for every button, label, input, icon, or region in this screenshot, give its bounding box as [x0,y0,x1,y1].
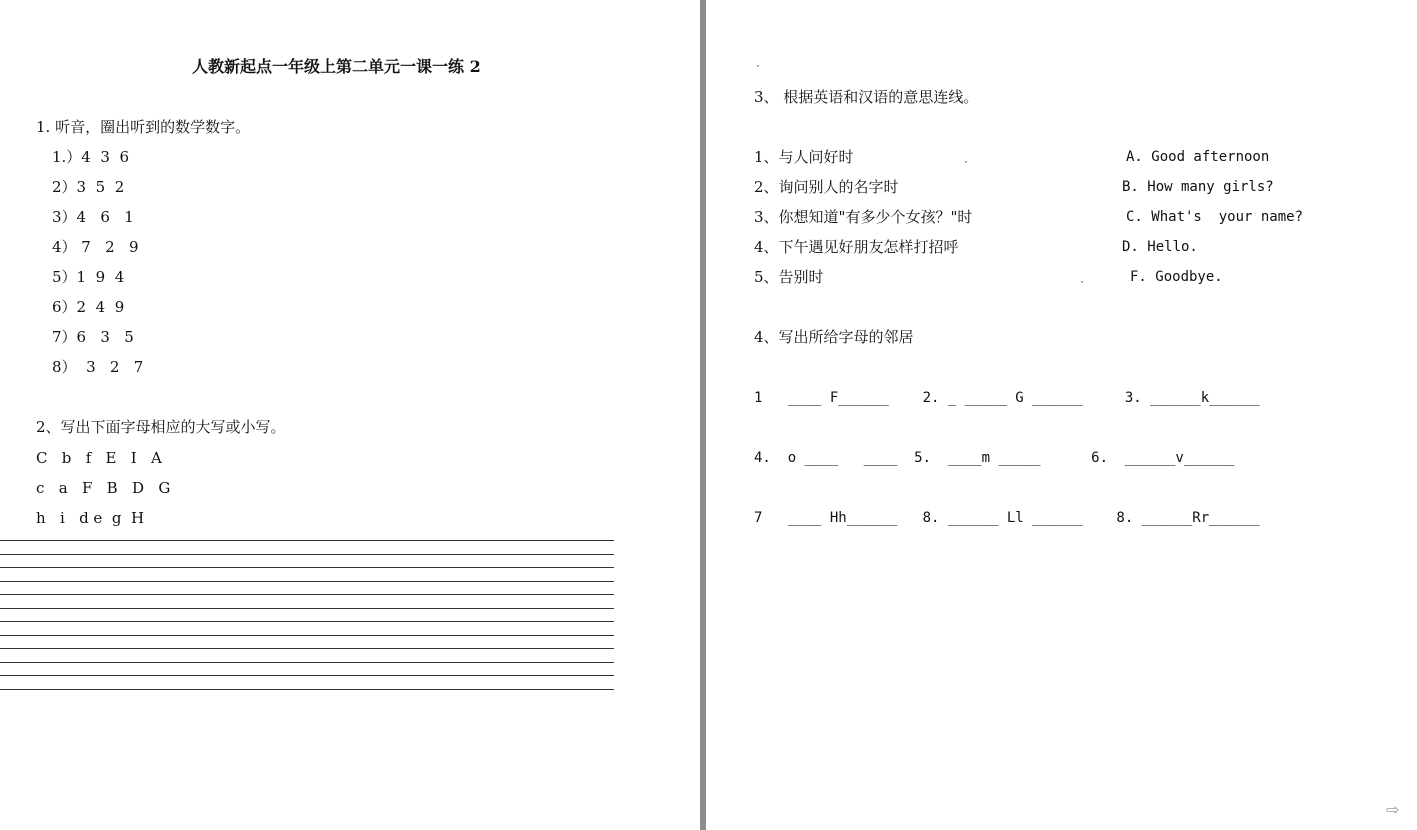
neighbor-letters-row: 4. o ____ ____ 5. ____m _____ 6. ______v______ [754,450,1235,466]
question-3-heading: 3、 根据英语和汉语的意思连线。 [754,88,979,106]
writing-line [0,540,614,541]
writing-line [0,594,614,595]
q1-item: 6）2 4 9 [52,298,125,316]
writing-line [0,635,614,636]
match-english-item: C. What's your name? [1126,209,1304,225]
match-english-item: A. Good afternoon [1126,149,1270,165]
left-page [0,0,700,830]
writing-line [0,662,614,663]
writing-line [0,581,614,582]
match-english-item: B. How many girls? [1122,179,1274,195]
speck-mark [757,65,759,67]
q1-item: 8） 3 2 7 [52,358,144,376]
right-page [706,0,1417,830]
match-english-item: D. Hello. [1122,239,1198,255]
worksheet-title: 人教新起点一年级上第二单元一课一练 2 [192,57,481,76]
q1-item: 4） 7 2 9 [52,238,139,256]
speck-mark [1081,281,1083,283]
match-chinese-item: 1、与人问好时 [754,148,854,166]
letters-row: c a F B D G [36,479,171,497]
question-2-heading: 2、写出下面字母相应的大写或小写。 [36,418,286,436]
q1-item: 1.）4 3 6 [52,148,130,166]
letters-row: h i d e g H [36,509,145,527]
q1-item: 2）3 5 2 [52,178,125,196]
q1-item: 5）1 9 4 [52,268,125,286]
writing-line [0,554,614,555]
arrow-right-icon[interactable]: ⇨ [1386,800,1400,819]
match-chinese-item: 5、告别时 [754,268,824,286]
match-chinese-item: 3、你想知道"有多少个女孩？"时 [754,208,973,226]
writing-line [0,689,614,690]
writing-line [0,675,614,676]
writing-line [0,567,614,568]
speck-mark [965,161,967,163]
writing-line [0,608,614,609]
writing-line [0,621,614,622]
neighbor-letters-row: 7 ____ Hh______ 8. ______ Ll ______ 8. ______Rr______ [754,510,1260,526]
writing-lines [0,540,614,702]
letters-row: C b f E I A [36,449,162,467]
question-4-heading: 4、写出所给字母的邻居 [754,328,914,346]
neighbor-letters-row: 1 ____ F______ 2. _ _____ G ______ 3. ______k______ [754,390,1260,406]
q1-item: 7）6 3 5 [52,328,134,346]
question-1-heading: 1. 听音，圈出听到的数学数字。 [36,118,251,136]
match-chinese-item: 2、询问别人的名字时 [754,178,899,196]
match-english-item: F. Goodbye. [1130,269,1223,285]
match-chinese-item: 4、下午遇见好朋友怎样打招呼 [754,238,959,256]
q1-item: 3）4 6 1 [52,208,134,226]
writing-line [0,648,614,649]
